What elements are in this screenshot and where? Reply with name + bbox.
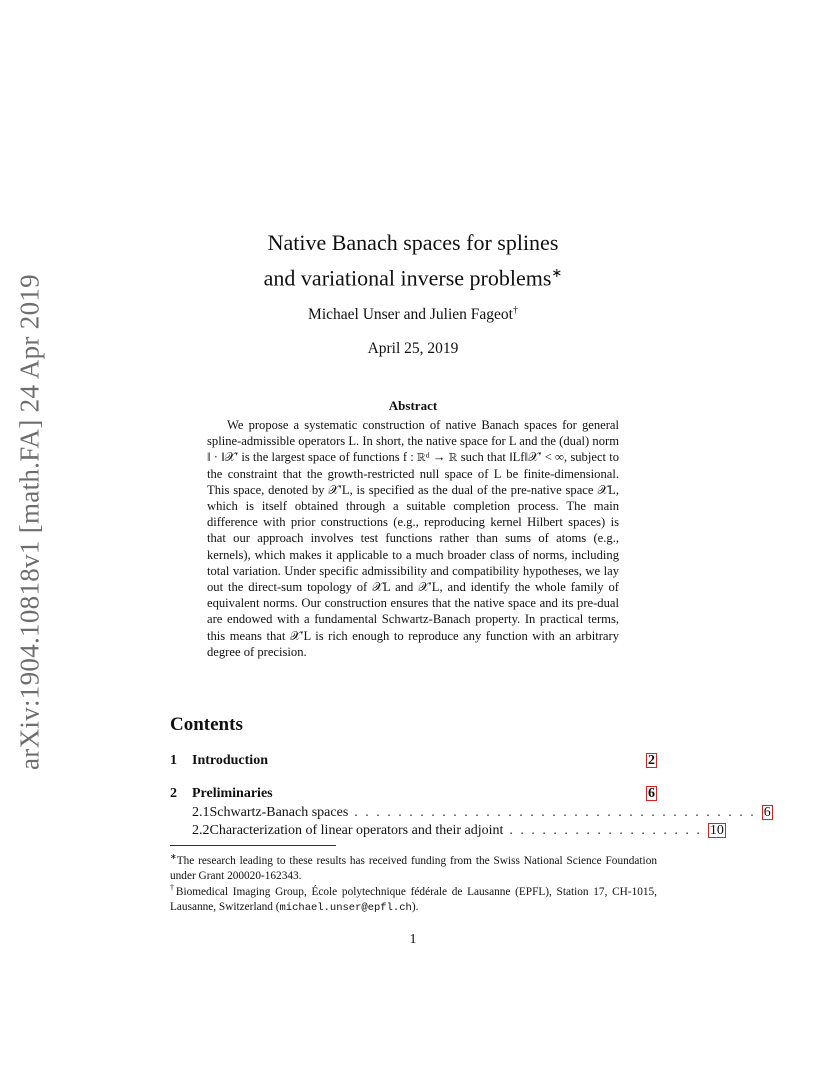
toc-page-link[interactable]: 6	[763, 805, 771, 820]
title-line-1: Native Banach spaces for splines	[267, 230, 559, 255]
author-email[interactable]: michael.unser@epfl.ch	[279, 902, 412, 915]
footnote-affiliation	[170, 880, 657, 917]
title-footnote-mark: ∗	[551, 265, 563, 280]
footnote-mark: ∗	[170, 852, 177, 861]
toc-number: 2.2	[192, 823, 210, 838]
toc-label: Characterization of linear operators and their adjoint	[209, 823, 504, 838]
toc-page-link[interactable]: 10	[709, 823, 724, 838]
toc-entry-preliminaries[interactable]	[170, 786, 657, 802]
authors-footnote-mark: †	[512, 305, 518, 316]
toc-number: 2.1	[192, 805, 210, 820]
toc-label: Schwartz-Banach spaces	[209, 805, 349, 820]
footnote-text: The research leading to these results has received funding from the Swiss National Science Foundation under Grant 200020-162343.	[170, 854, 657, 883]
authors	[170, 305, 656, 324]
footnote-mark: †	[170, 883, 176, 892]
toc-page-link[interactable]: 2	[648, 753, 655, 768]
toc-number: 2	[170, 786, 177, 801]
toc-label: Introduction	[192, 753, 268, 768]
abstract-text: We propose a systematic construction of native Banach spaces for general spline-admissible operators L. In short, the native space for L and the (dual) norm ‖ · ‖𝒳′ is the largest space of functions f : ℝᵈ → ℝ such that ‖Lf‖𝒳′ < ∞, subject to the constraint that the growth-restricted null space of L be finite-dimensional. This space, denoted by 𝒳′L, is specified as the dual of the pre-native space 𝒳L, which is itself obtained through a suitable completion process. The main difference with prior constructions (e.g., reproducing kernel Hilbert spaces) is that our approach involves test functions rather than sums of atoms (e.g., kernels), which makes it applicable to a much broader class of norms, including total variation. Under specific admissibility and compatibility hypotheses, we lay out the direct-sum topology of 𝒳L and 𝒳′L, and identify the whole family of equivalent norms. Our construction ensures that the native space and its pre-dual are endowed with a fundamental Schwartz-Banach property. In practical terms, this means that 𝒳′L is rich enough to reproduce any function with an arbitrary degree of precision.	[207, 418, 619, 659]
abstract-heading: Abstract	[388, 398, 438, 413]
footnote-rule	[170, 845, 336, 846]
date: April 25, 2019	[367, 340, 459, 357]
toc-label: Preliminaries	[192, 786, 273, 801]
toc-page-link[interactable]: 6	[648, 786, 655, 801]
footnote-text: Biomedical Imaging Group, École polytechnique fédérale de Lausanne (EPFL), Station 17, CH-1015, Lausanne, Switzerland (	[170, 885, 658, 914]
toc-entry-introduction[interactable]	[170, 753, 657, 769]
title-line-2: and variational inverse problems	[263, 265, 552, 291]
contents-heading: Contents	[170, 714, 243, 735]
toc-entry-linear-operators[interactable]	[192, 823, 724, 839]
toc-leader-dots: . . . . . . . . . . . . . . . . . .	[509, 823, 702, 838]
paper-title	[170, 228, 656, 293]
toc-entry-schwartz-banach[interactable]	[192, 805, 771, 821]
arxiv-identifier-text: arXiv:1904.10818v1 [math.FA] 24 Apr 2019	[14, 274, 45, 770]
footnote-text-end: ).	[411, 901, 419, 914]
arxiv-identifier	[0, 272, 60, 772]
authors-text: Michael Unser and Julien Fageot	[308, 306, 513, 324]
page-number: 1	[409, 932, 417, 947]
toc-leader-dots: . . . . . . . . . . . . . . . . . . . . . . . . . . . . . . . . . . . . .	[354, 805, 756, 820]
toc-number: 1	[170, 753, 177, 768]
